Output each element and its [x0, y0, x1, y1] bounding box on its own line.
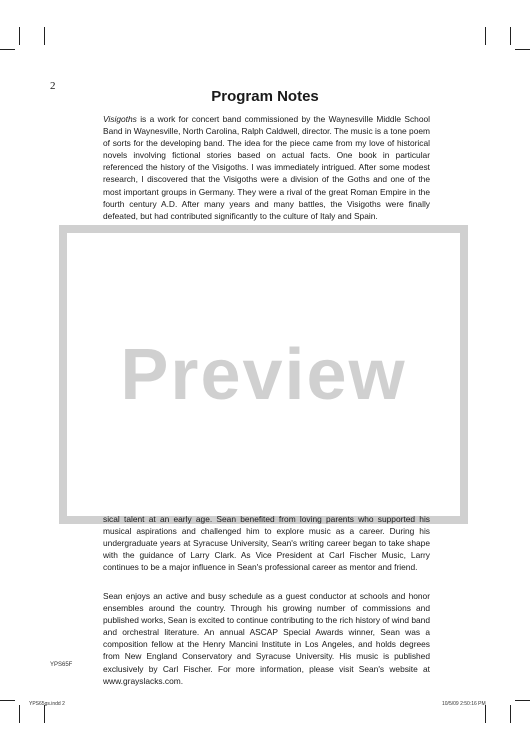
crop-mark — [19, 705, 20, 723]
paragraph-biography: sical talent at an early age. Sean benefited from loving parents who supported his musical aspirations and challenged him to explore music as a career. During his undergraduate years at Syracuse University, Sean's writing career began to take shape with the guidance of Larry Clark. As Vice President at Carl Fischer Music, Larry continues to be a major influence in Sean's professional career as mentor and friend. — [103, 514, 430, 573]
crop-mark — [515, 700, 530, 701]
print-slug-timestamp: 10/5/09 2:50:16 PM — [442, 701, 486, 707]
paragraph-intro — [103, 113, 430, 222]
paragraph-intro-text: is a work for concert band commissioned by the Waynesville Middle School Band in Waynesville, North Carolina, Ralph Caldwell, director. The music is a tone poem of sorts for the developing band. The idea for the piece came from my love of historical novels involving fictional stories based on actual facts. One book in particular referenced the history of the Visigoths. I was immediately intrigued. After some modest research, I discovered that the Visigoths were a division of the Goths and one of the most important groups in Germany. They were a rival of the great Roman Empire in the fourth century A.D. After many years and many battles, the Visigoths were finally defeated, but had contributed significantly to the culture of Italy and Spain. — [103, 114, 430, 221]
crop-mark — [485, 705, 486, 723]
crop-mark — [510, 705, 511, 723]
page-number: 2 — [50, 80, 56, 92]
paragraph-career: Sean enjoys an active and busy schedule as a guest conductor at schools and honor ensembles around the country. Through his growing number of commissions and published works, Sean is excited to continue contributing to the rich history of wind band and orchestral literature. An annual ASCAP Special Awards winner, Sean was a composition fellow at the Henry Mancini Institute in Los Angeles, and holds degrees from New England Conservatory and Syracuse University. His music is published exclusively by Carl Fischer. For more information, please visit Sean's website at www.grayslacks.com. — [103, 591, 430, 686]
catalog-code: YPS65F — [50, 662, 73, 668]
page-title: Program Notes — [211, 88, 319, 105]
crop-mark — [19, 27, 20, 45]
preview-watermark — [59, 225, 468, 524]
crop-mark — [0, 49, 15, 50]
crop-mark — [44, 27, 45, 45]
crop-mark — [44, 705, 45, 723]
crop-mark — [515, 49, 530, 50]
preview-watermark-text: Preview — [120, 334, 407, 415]
crop-mark — [485, 27, 486, 45]
piece-title: Visigoths — [103, 114, 137, 124]
print-slug-file: YPS65gs.indd 2 — [29, 701, 65, 707]
crop-mark — [510, 27, 511, 45]
crop-mark — [0, 700, 15, 701]
